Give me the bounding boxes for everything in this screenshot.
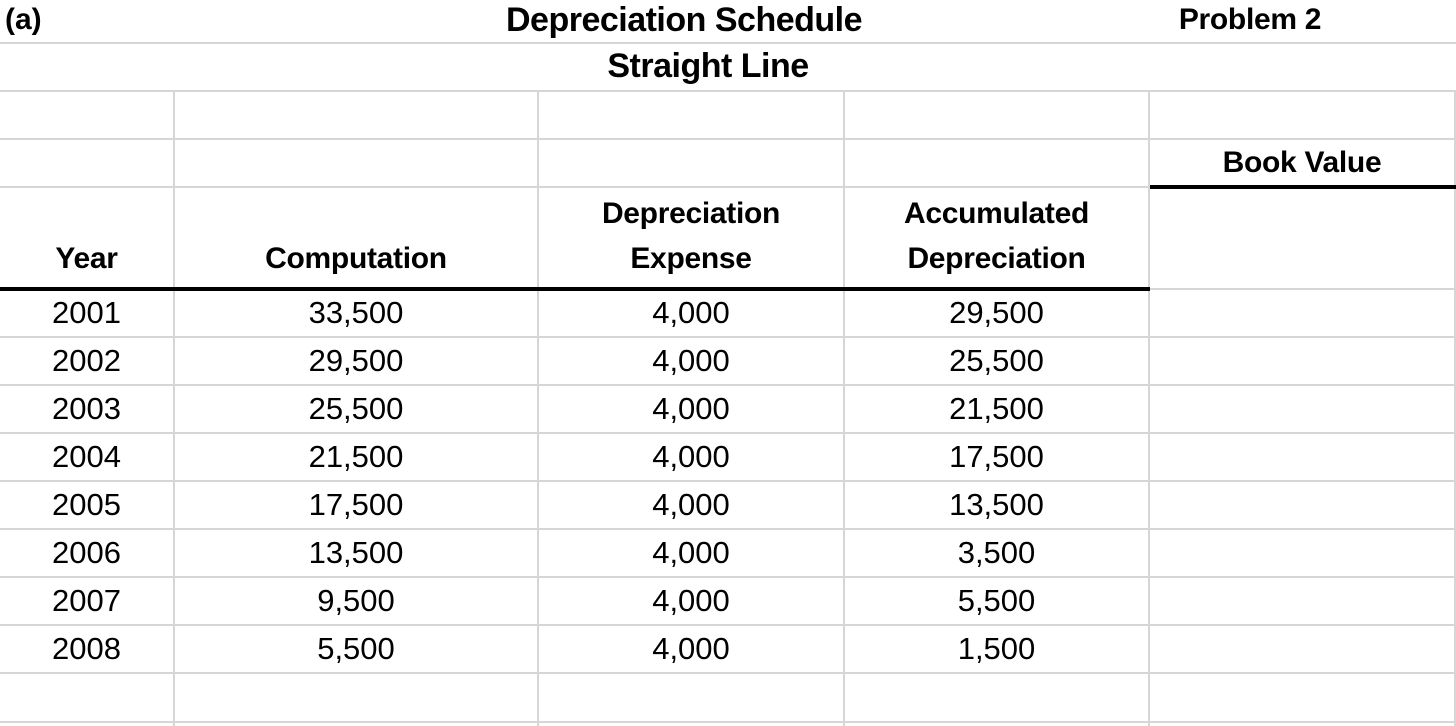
book-value-header: Book Value bbox=[1222, 146, 1382, 179]
expense-cell[interactable]: 4,000 bbox=[539, 434, 845, 482]
book-value-cell[interactable] bbox=[1150, 626, 1456, 674]
computation-cell[interactable]: 5,500 bbox=[175, 626, 539, 674]
empty-cell[interactable] bbox=[539, 92, 845, 140]
computation-header-cell[interactable] bbox=[175, 188, 539, 290]
empty-cell[interactable] bbox=[845, 674, 1150, 723]
part-label: (a) bbox=[5, 3, 42, 36]
empty-cell[interactable] bbox=[175, 140, 539, 188]
accumulated-cell[interactable]: 25,500 bbox=[845, 338, 1150, 386]
accumulated-depreciation-header-cell[interactable] bbox=[845, 188, 1150, 290]
computation-cell[interactable]: 25,500 bbox=[175, 386, 539, 434]
accumulated-cell[interactable]: 5,500 bbox=[845, 578, 1150, 626]
empty-cell[interactable] bbox=[0, 140, 175, 188]
book-value-cell[interactable] bbox=[1150, 434, 1456, 482]
computation-cell[interactable]: 17,500 bbox=[175, 482, 539, 530]
empty-cell[interactable] bbox=[845, 140, 1150, 188]
empty-cell[interactable] bbox=[539, 674, 845, 723]
year-cell[interactable]: 2007 bbox=[0, 578, 175, 626]
year-cell[interactable]: 2006 bbox=[0, 530, 175, 578]
accumulated-cell[interactable]: 21,500 bbox=[845, 386, 1150, 434]
empty-cell[interactable] bbox=[539, 140, 845, 188]
computation-cell[interactable]: 33,500 bbox=[175, 290, 539, 338]
book-value-cell[interactable] bbox=[1150, 578, 1456, 626]
book-value-header-cell[interactable] bbox=[1150, 140, 1456, 188]
year-header-cell[interactable] bbox=[0, 188, 175, 290]
expense-cell[interactable]: 4,000 bbox=[539, 578, 845, 626]
year-cell[interactable]: 2003 bbox=[0, 386, 175, 434]
year-cell[interactable]: 2004 bbox=[0, 434, 175, 482]
book-value-cell[interactable] bbox=[1150, 386, 1456, 434]
computation-cell[interactable]: 13,500 bbox=[175, 530, 539, 578]
depreciation-expense-header-cell[interactable] bbox=[539, 188, 845, 290]
empty-cell[interactable] bbox=[845, 92, 1150, 140]
expense-cell[interactable]: 4,000 bbox=[539, 386, 845, 434]
header-underline bbox=[0, 287, 1150, 291]
year-cell[interactable]: 2005 bbox=[0, 482, 175, 530]
year-cell[interactable]: 2008 bbox=[0, 626, 175, 674]
computation-cell[interactable]: 21,500 bbox=[175, 434, 539, 482]
computation-header: Computation bbox=[265, 242, 447, 275]
accumulated-cell[interactable]: 1,500 bbox=[845, 626, 1150, 674]
empty-cell[interactable] bbox=[1150, 674, 1456, 723]
accumulated-cell[interactable]: 3,500 bbox=[845, 530, 1150, 578]
accumulated-cell[interactable]: 13,500 bbox=[845, 482, 1150, 530]
empty-cell[interactable] bbox=[1150, 188, 1456, 290]
sheet-subtitle: Straight Line bbox=[607, 46, 809, 85]
accumulated-cell[interactable]: 29,500 bbox=[845, 290, 1150, 338]
accumulated-depreciation-header: Accumulated Depreciation bbox=[903, 197, 1090, 275]
empty-cell[interactable] bbox=[175, 92, 539, 140]
expense-cell[interactable]: 4,000 bbox=[539, 626, 845, 674]
year-cell[interactable]: 2002 bbox=[0, 338, 175, 386]
subtitle-row bbox=[0, 44, 1456, 92]
book-value-cell[interactable] bbox=[1150, 482, 1456, 530]
year-header: Year bbox=[55, 242, 118, 275]
empty-cell[interactable] bbox=[1150, 92, 1456, 140]
title-row bbox=[0, 0, 1456, 44]
expense-cell[interactable]: 4,000 bbox=[539, 482, 845, 530]
year-cell[interactable]: 2001 bbox=[0, 290, 175, 338]
computation-cell[interactable]: 9,500 bbox=[175, 578, 539, 626]
sheet-title: Depreciation Schedule bbox=[505, 0, 863, 39]
book-value-cell[interactable] bbox=[1150, 338, 1456, 386]
book-value-underline bbox=[1150, 185, 1456, 189]
book-value-cell[interactable] bbox=[1150, 530, 1456, 578]
problem-label: Problem 2 bbox=[1178, 3, 1322, 36]
computation-cell[interactable]: 29,500 bbox=[175, 338, 539, 386]
expense-cell[interactable]: 4,000 bbox=[539, 530, 845, 578]
empty-cell[interactable] bbox=[175, 674, 539, 723]
empty-cell[interactable] bbox=[0, 674, 175, 723]
accumulated-cell[interactable]: 17,500 bbox=[845, 434, 1150, 482]
expense-cell[interactable]: 4,000 bbox=[539, 338, 845, 386]
empty-cell[interactable] bbox=[0, 92, 175, 140]
depreciation-expense-header: Depreciation Expense bbox=[601, 197, 781, 275]
expense-cell[interactable]: 4,000 bbox=[539, 290, 845, 338]
book-value-cell[interactable] bbox=[1150, 290, 1456, 338]
